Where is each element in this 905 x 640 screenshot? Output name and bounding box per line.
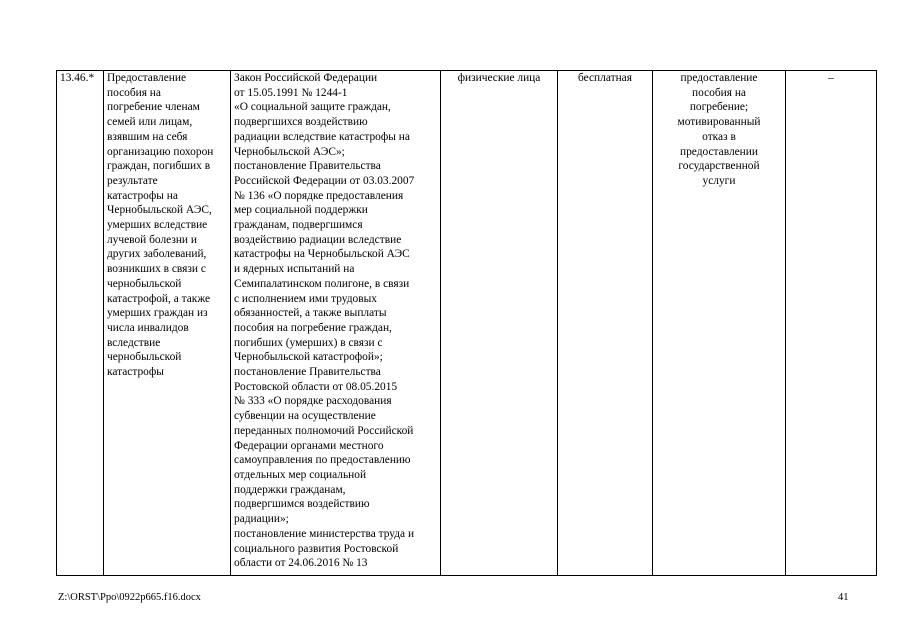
extra: –	[828, 72, 834, 84]
services-table	[56, 70, 877, 576]
table-row	[57, 71, 877, 576]
result-cell	[653, 71, 786, 576]
recipients-cell	[441, 71, 558, 576]
result: предоставление пособия на погребение; мотивированный отказ в предоставлении государственной услуги	[677, 72, 761, 187]
cost: бесплатная	[578, 72, 632, 84]
footer-page-number: 41	[838, 592, 849, 603]
legal-basis: Закон Российской Федерации от 15.05.1991 № 1244-1 «О социальной защите граждан, подвергшихся воздействию радиации вследствие катастрофы на Чернобыльской АЭС»; постановление Правительства Российской Федерации от 03.03.2007 № 136 «О порядке предоставления мер социальной поддержки гражданам, подвергшимся воздействию радиации вследствие катастрофы на Чернобыльской АЭС и ядерных испытаний на Семипалатинском полигоне, в связи с исполнением ими трудовых обязанностей, а также выплаты пособия на погребение граждан, погибших (умерших) в связи с Чернобыльской катастрофой»; постановление Правительства Ростовской области от 08.05.2015 № 333 «О порядке расходования субвенции на осуществление переданных полномочий Российской Федерации органами местного самоуправления по предоставлению отдельных мер социальной поддержки гражданам, подвергшимся воздействию радиации»; постановление министерства труда и социального развития Ростовской области от 24.06.2016 № 13	[234, 72, 415, 570]
extra-cell	[786, 71, 877, 576]
service-name-cell	[104, 71, 231, 576]
recipients: физические лица	[457, 72, 541, 84]
service-name: Предоставление пособия на погребение членам семей или лицам, взявшим на себя организацию похорон граждан, погибших в результате катастрофы на Чернобыльской АЭС, умерших вследствие лучевой болезни и других заболеваний, возникших в связи с чернобыльской катастрофой, а также умерших граждан из числа инвалидов вследствие чернобыльской катастрофы	[107, 72, 214, 379]
cost-cell	[558, 71, 653, 576]
row-number-cell	[57, 71, 104, 576]
legal-basis-cell	[231, 71, 441, 576]
row-number: 13.46.*	[60, 72, 95, 84]
footer-file-path: Z:\ORST\Ppo\0922p665.f16.docx	[58, 592, 201, 603]
